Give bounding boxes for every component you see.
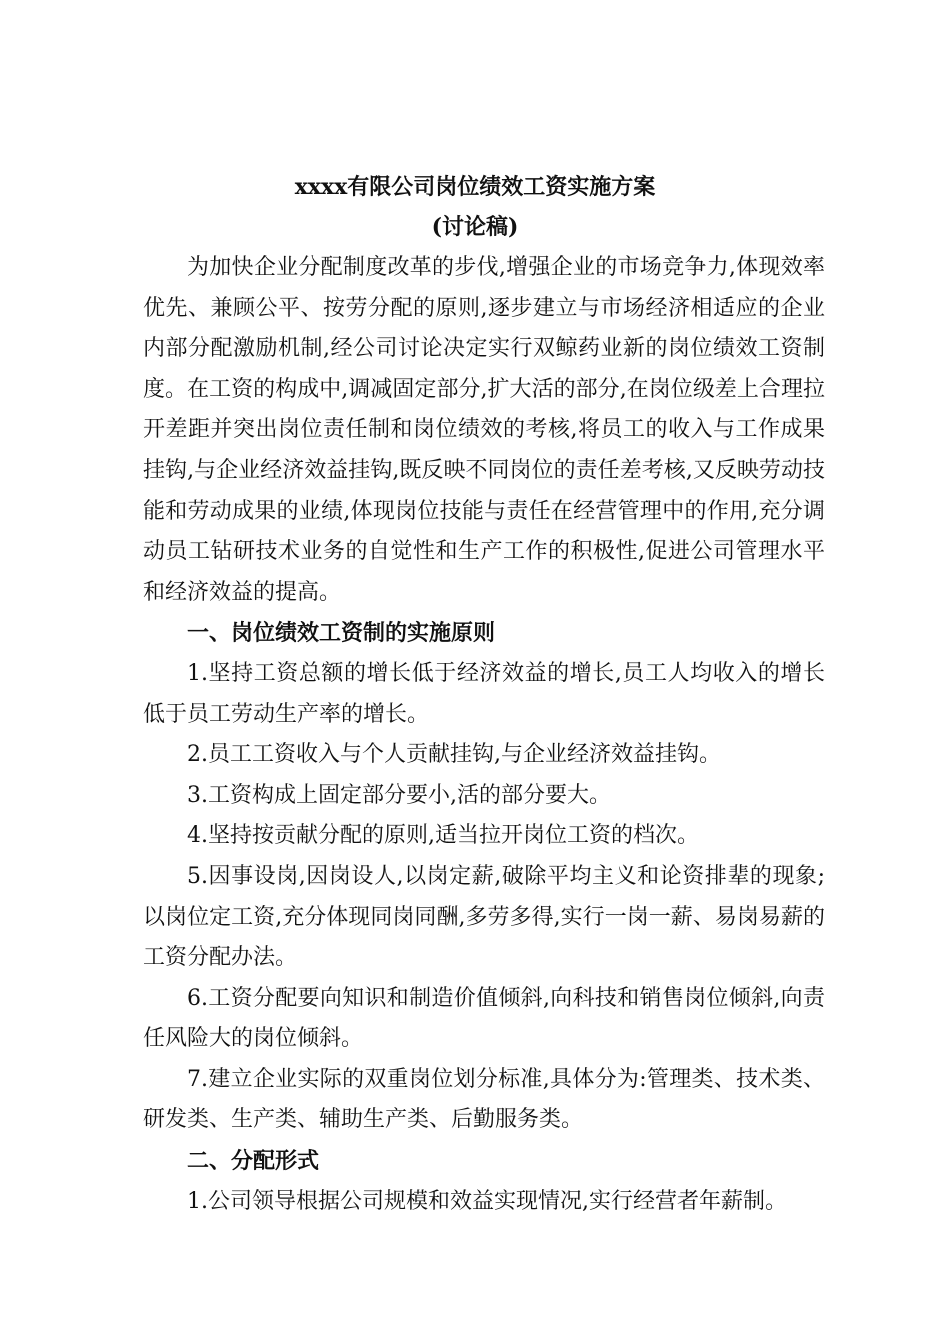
section-1-item: 7.建立企业实际的双重岗位划分标准,具体分为:管理类、技术类、研发类、生产类、辅助生产类、后勤服务类。: [143, 1066, 825, 1133]
section-1-item: 4.坚持按贡献分配的原则,适当拉开岗位工资的档次。: [187, 823, 699, 849]
section-1-heading: 一、岗位绩效工资制的实施原则: [187, 620, 496, 647]
intro-paragraph: 为加快企业分配制度改革的步伐,增强企业的市场竞争力,体现效率优先、兼顾公平、按劳分配的原则,逐步建立与市场经济相适应的企业内部分配激励机制,经公司讨论决定实行双鲸药业新的岗位绩效工资制度。在工资的构成中,调减固定部分,扩大活的部分,在岗位级差上合理拉开差距并突出岗位责任制和岗位绩效的考核,将员工的收入与工作成果挂钩,与企业经济效益挂钩,既反映不同岗位的责任差考核,又反映劳动技能和劳动成果的业绩,体现岗位技能与责任在经营管理中的作用,充分调动员工钻研技术业务的自觉性和生产工作的积极性,促进公司管理水平和经济效益的提高。: [143, 255, 825, 605]
section-1-item: 3.工资构成上固定部分要小,活的部分要大。: [187, 782, 611, 808]
document-body: [143, 248, 825, 1222]
section-1-item: 2.员工工资收入与个人贡献挂钩,与企业经济效益挂钩。: [187, 742, 721, 768]
section-1-item: 1.坚持工资总额的增长低于经济效益的增长,员工人均收入的增长低于员工劳动生产率的增长。: [143, 660, 825, 727]
section-2-heading: 二、分配形式: [187, 1148, 320, 1175]
section-2-item: 1.公司领导根据公司规模和效益实现情况,实行经营者年薪制。: [187, 1188, 787, 1214]
document-subtitle: (讨论稿): [431, 214, 519, 240]
section-1-item: 6.工资分配要向知识和制造价值倾斜,向科技和销售岗位倾斜,向责任风险大的岗位倾斜。: [143, 985, 825, 1052]
section-1-item: 5.因事设岗,因岗设人,以岗定薪,破除平均主义和论资排辈的现象;以岗位定工资,充分体现同岗同酬,多劳多得,实行一岗一薪、易岗易薪的工资分配办法。: [143, 863, 825, 971]
document-title: xxxx有限公司岗位绩效工资实施方案: [294, 174, 656, 200]
